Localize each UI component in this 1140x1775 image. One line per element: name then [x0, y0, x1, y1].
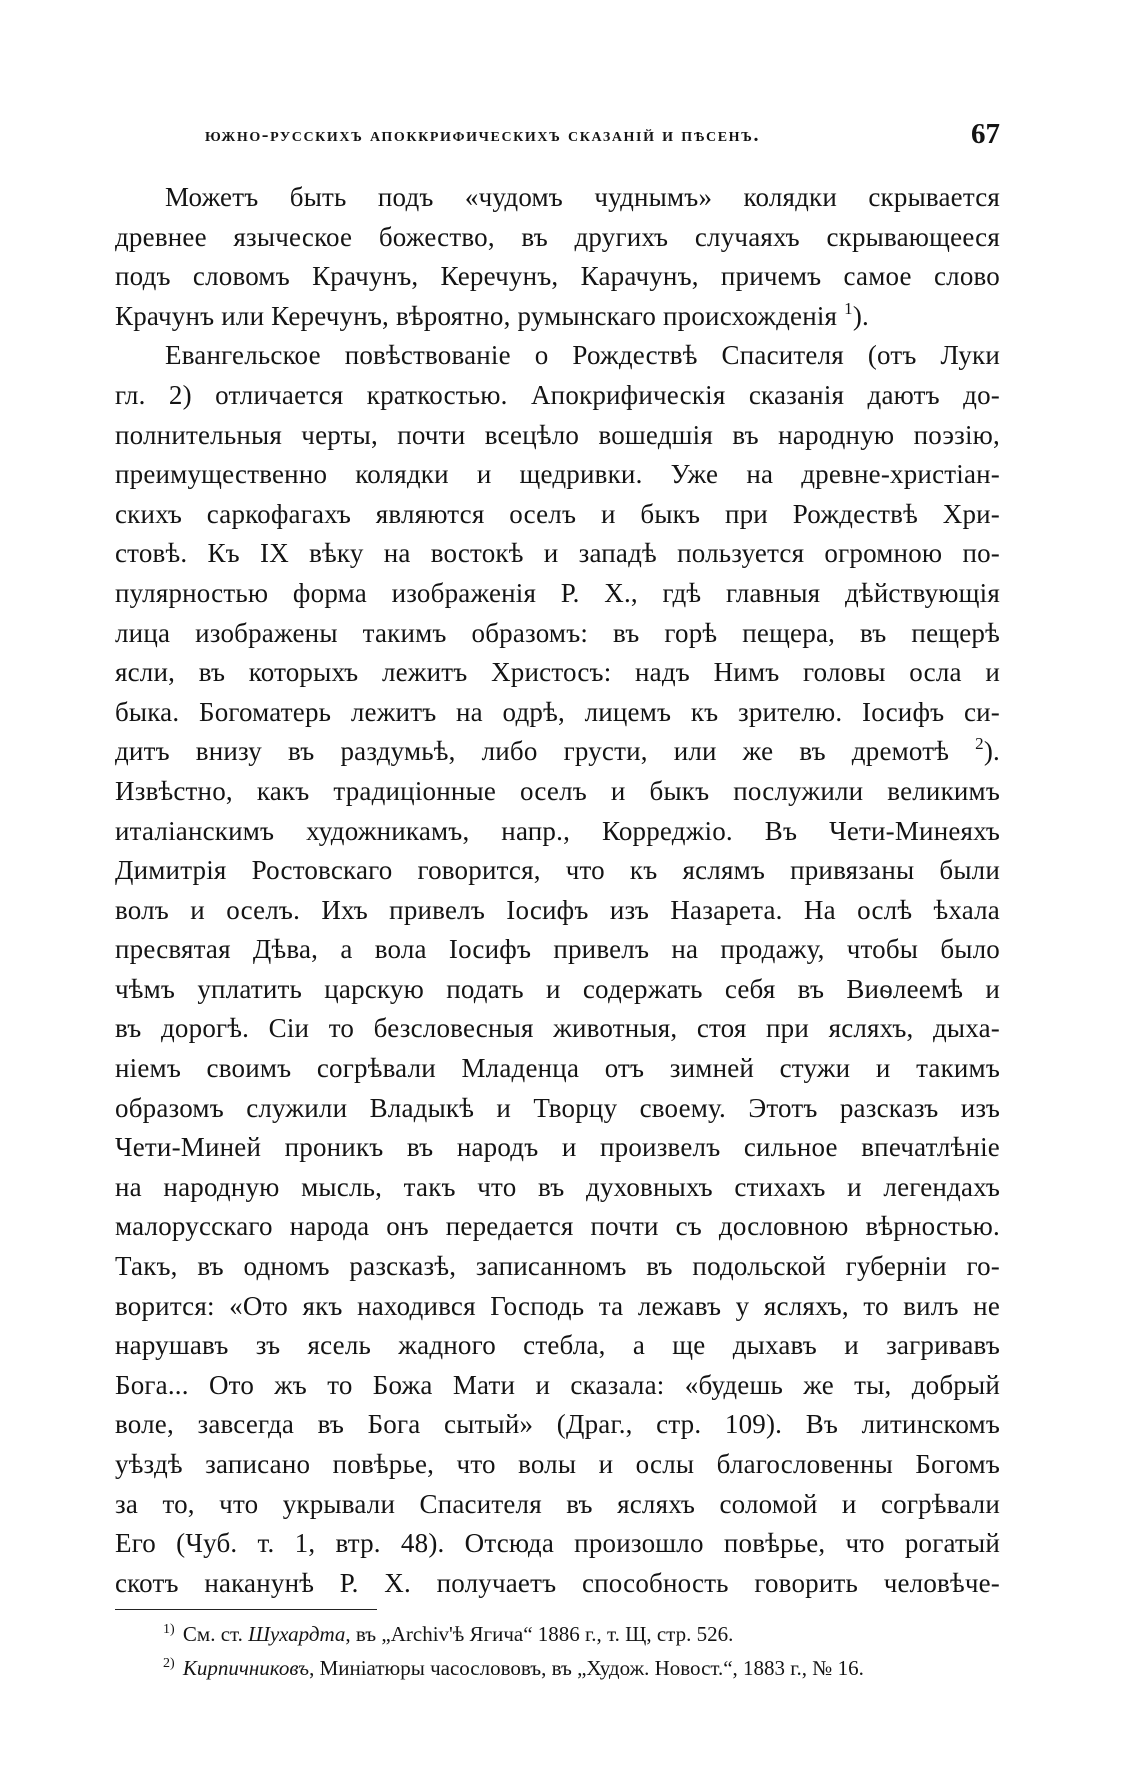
text-line: волъ и оселъ. Ихъ привелъ Іосифъ изъ Назарета. На ослѣ ѣхала	[115, 894, 1000, 925]
footnote-mark: 2)	[163, 1656, 175, 1671]
text-line: преимущественно колядки и щедривки. Уже на древне-христіан-	[115, 459, 1000, 490]
text-line: ніемъ своимъ согрѣвали Младенца отъ зимней стужи и такимъ	[115, 1053, 1000, 1084]
text-line: дитъ внизу въ раздумьѣ, либо грусти, или же въ дремотѣ $^2$).	[115, 734, 1000, 767]
text-line: Димитрія Ростовскаго говорится, что къ яслямъ привязаны были	[115, 855, 1000, 886]
text-line: уѣздѣ записано повѣрье, что волы и ослы благословенны Богомъ	[115, 1449, 1000, 1479]
text-line: подъ словомъ Крачунъ, Керечунъ, Карачунъ, причемъ самое слово	[115, 261, 1000, 292]
footnote-1: $^{1)}$ См. ст. Шухардта, въ „Archiv'ѣ Ягича“ 1886 г., т. Щ, стр. 526.	[163, 1622, 734, 1646]
text-line: Такъ, въ одномъ разсказѣ, записанномъ въ подольской губерніи го-	[115, 1251, 1000, 1282]
text-line: скотъ наканунѣ Р. Х. получаетъ способность говорить человѣче-	[115, 1567, 1000, 1598]
text-line: воле, завсегда въ Бога сытый» (Драг., стр. 109). Въ литинскомъ	[115, 1409, 1000, 1440]
text-line: Чети-Миней проникъ въ народъ и произвелъ сильное впечатлѣніе	[115, 1132, 1000, 1163]
text-line: италіанскимъ художникамъ, напр., Корреджіо. Въ Чети-Минеяхъ	[115, 815, 1000, 846]
text-line: образомъ служили Владыкѣ и Творцу своему. Этотъ разсказъ изъ	[115, 1092, 1000, 1123]
text-line: Евангельское повѣствованіе о Рождествѣ Спасителя (отъ Луки	[165, 340, 1000, 371]
footnote-divider	[115, 1609, 377, 1610]
footnote-2: $^{2)}$ Кирпичниковъ, Миніатюры часослововъ, въ „Худож. Новост.“, 1883 г., № 16.	[163, 1656, 864, 1680]
text-line: ворится: «Ото якъ находився Господь та лежавъ у ясляхъ, то вилъ не	[115, 1290, 1000, 1321]
text-line: малорусскаго народа онъ передается почти съ дословною вѣрностью.	[115, 1211, 1000, 1242]
page-number: 67	[971, 118, 1000, 150]
text-line: древнее языческое божество, въ другихъ случаяхъ скрывающееся	[115, 221, 1000, 252]
text-line: Извѣстно, какъ традиціонные оселъ и быкъ послужили великимъ	[115, 775, 1000, 806]
text-line: ясли, въ которыхъ лежитъ Христосъ: надъ Нимъ головы осла и	[115, 657, 1000, 688]
footnote-author: Шухардта	[248, 1622, 346, 1646]
running-title: южно-русскихъ апоккрифическихъ сказаній и пѣсенъ.	[205, 124, 761, 146]
text-line: быка. Богоматерь лежитъ на одрѣ, лицемъ къ зрителю. Іосифъ си-	[115, 696, 1000, 727]
footnote-mark: 1)	[163, 1622, 175, 1637]
text-line: Его (Чуб. т. 1, втр. 48). Отсюда произошло повѣрье, что рогатый	[115, 1528, 1000, 1559]
text-line: Можетъ быть подъ «чудомъ чуднымъ» колядки скрывается	[165, 182, 1000, 212]
text-line: нарушавъ зъ ясель жадного стебла, а ще дыхавъ и загривавъ	[115, 1330, 1000, 1361]
body-text	[115, 178, 1000, 1603]
footnotes	[163, 1617, 1000, 1685]
text-line: Бога... Ото жъ то Божа Мати и сказала: «будешь же ты, добрый	[115, 1369, 1000, 1400]
footnote-ref: 2	[975, 734, 984, 754]
footnote-ref: 1	[844, 298, 853, 318]
text-line: гл. 2) отличается краткостью. Апокрифическія сказанія даютъ до-	[115, 379, 1000, 410]
footnote-author: Кирпичниковъ	[182, 1656, 310, 1680]
text-line: пулярностью форма изображенія Р. Х., гдѣ главныя дѣйствующія	[115, 577, 1000, 608]
text-line: въ дорогѣ. Сіи то безсловесныя животныя, стоя при ясляхъ, дыха-	[115, 1013, 1000, 1044]
text-line: лица изображены такимъ образомъ: въ горѣ пещера, въ пещерѣ	[115, 617, 1000, 648]
text-line: стовѣ. Къ IX вѣку на востокѣ и западѣ пользуется огромною по-	[115, 538, 1000, 569]
text-line: скихъ саркофагахъ являются оселъ и быкъ при Рождествѣ Хри-	[115, 498, 1000, 529]
running-head	[115, 118, 1000, 158]
text-line: Крачунъ или Керечунъ, вѣроятно, румынскаго происхожденія $^1$).	[115, 298, 869, 331]
text-line: полнительныя черты, почти всецѣло вошедшія въ народную поэзію,	[115, 419, 1000, 450]
text-line: на народную мысль, такъ что въ духовныхъ стихахъ и легендахъ	[115, 1171, 1000, 1202]
text-line: чѣмъ уплатить царскую подать и содержать себя въ Виѳлеемѣ и	[115, 973, 1000, 1004]
text-line: за то, что укрывали Спасителя въ ясляхъ соломой и согрѣвали	[115, 1488, 1000, 1519]
text-line: пресвятая Дѣва, а вола Іосифъ привелъ на продажу, чтобы было	[115, 934, 1000, 965]
